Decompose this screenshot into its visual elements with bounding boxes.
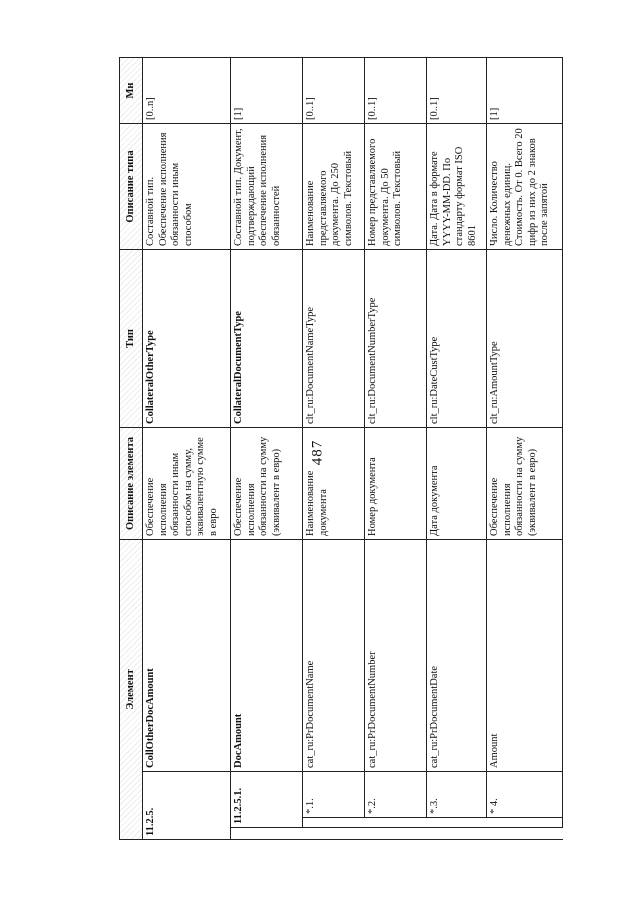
table-row: [365, 58, 427, 840]
row-element-description: Обеспечение исполнения обязанности иным способом на сумму, эквивалентную сумме в евро: [143, 428, 231, 540]
row-multiplicity: [1]: [487, 58, 563, 124]
table-row: [303, 58, 365, 840]
indent-cell: [231, 828, 563, 840]
rotated-table-container: [119, 58, 550, 840]
row-type: clt_ru:DateCustType: [427, 250, 487, 428]
row-element-name: cat_ru:PrDocumentDate: [427, 540, 487, 772]
row-element-description: Обеспечение исполнения обязанности на сумму (эквивалент в евро): [487, 428, 563, 540]
row-number: * 4.: [487, 772, 563, 818]
header-element: Элемент: [120, 540, 143, 840]
row-type: clt_ru:DocumentNumberType: [365, 250, 427, 428]
indent-cell: [303, 818, 563, 828]
header-element-description: Описание элемента: [120, 428, 143, 540]
row-multiplicity: [0..1]: [365, 58, 427, 124]
row-element-name: CollOtherDocAmount: [143, 540, 231, 772]
row-element-name: cat_ru:PrDocumentName: [303, 540, 365, 772]
row-type: clt_ru:DocumentNameType: [303, 250, 365, 428]
row-number: 11.2.5.1.: [231, 772, 303, 828]
row-type: CollateralDocumentType: [231, 250, 303, 428]
table-row: [487, 58, 563, 840]
row-element-name: cat_ru:PrDocumentNumber: [365, 540, 427, 772]
row-type-description: Составной тип. Обеспечение исполнения обязанности иным способом: [143, 124, 231, 250]
row-type: clt_ru:AmountType: [487, 250, 563, 428]
table-row: [427, 58, 487, 840]
row-type-description: Дата. Дата в формате YYYY-MM-DD. По стандарту формат ISO 8601: [427, 124, 487, 250]
row-number: *.1.: [303, 772, 365, 818]
row-number: 11.2.5.: [143, 772, 231, 840]
row-element-name: DocAmount: [231, 540, 303, 772]
row-type-description: Номер представляемого документа. До 50 символов. Текстовый: [365, 124, 427, 250]
row-element-description: Номер документа: [365, 428, 427, 540]
row-multiplicity: [0..n]: [143, 58, 231, 124]
row-element-description: Обеспечение исполнения обязанности на сумму (эквивалент в евро): [231, 428, 303, 540]
header-multiplicity: Мн: [120, 58, 143, 124]
table-row: [231, 58, 303, 840]
row-type-description: Число. Количество денежных единиц. Стоимость. От 0. Всего 20 цифр из них до 2 знаков после запятой: [487, 124, 563, 250]
row-multiplicity: [0..1]: [427, 58, 487, 124]
row-type-description: Наименование представляемого документа. До 250 символов. Текстовый: [303, 124, 365, 250]
row-type-description: Составной тип. Документ, подтверждающий обеспечение исполнения обязанностей: [231, 124, 303, 250]
row-element-name: Amount: [487, 540, 563, 772]
row-multiplicity: [0..1]: [303, 58, 365, 124]
table-header-row: [120, 58, 143, 840]
row-multiplicity: [1]: [231, 58, 303, 124]
header-type: Тип: [120, 250, 143, 428]
row-number: *.3.: [427, 772, 487, 818]
row-number: *.2.: [365, 772, 427, 818]
row-element-description: Дата документа: [427, 428, 487, 540]
table-row: [143, 58, 231, 840]
row-type: CollateralOtherType: [143, 250, 231, 428]
elements-table: [119, 57, 563, 840]
row-element-description: Наименование документа: [303, 428, 365, 540]
page-number: 487: [309, 439, 326, 466]
header-type-description: Описание типа: [120, 124, 143, 250]
